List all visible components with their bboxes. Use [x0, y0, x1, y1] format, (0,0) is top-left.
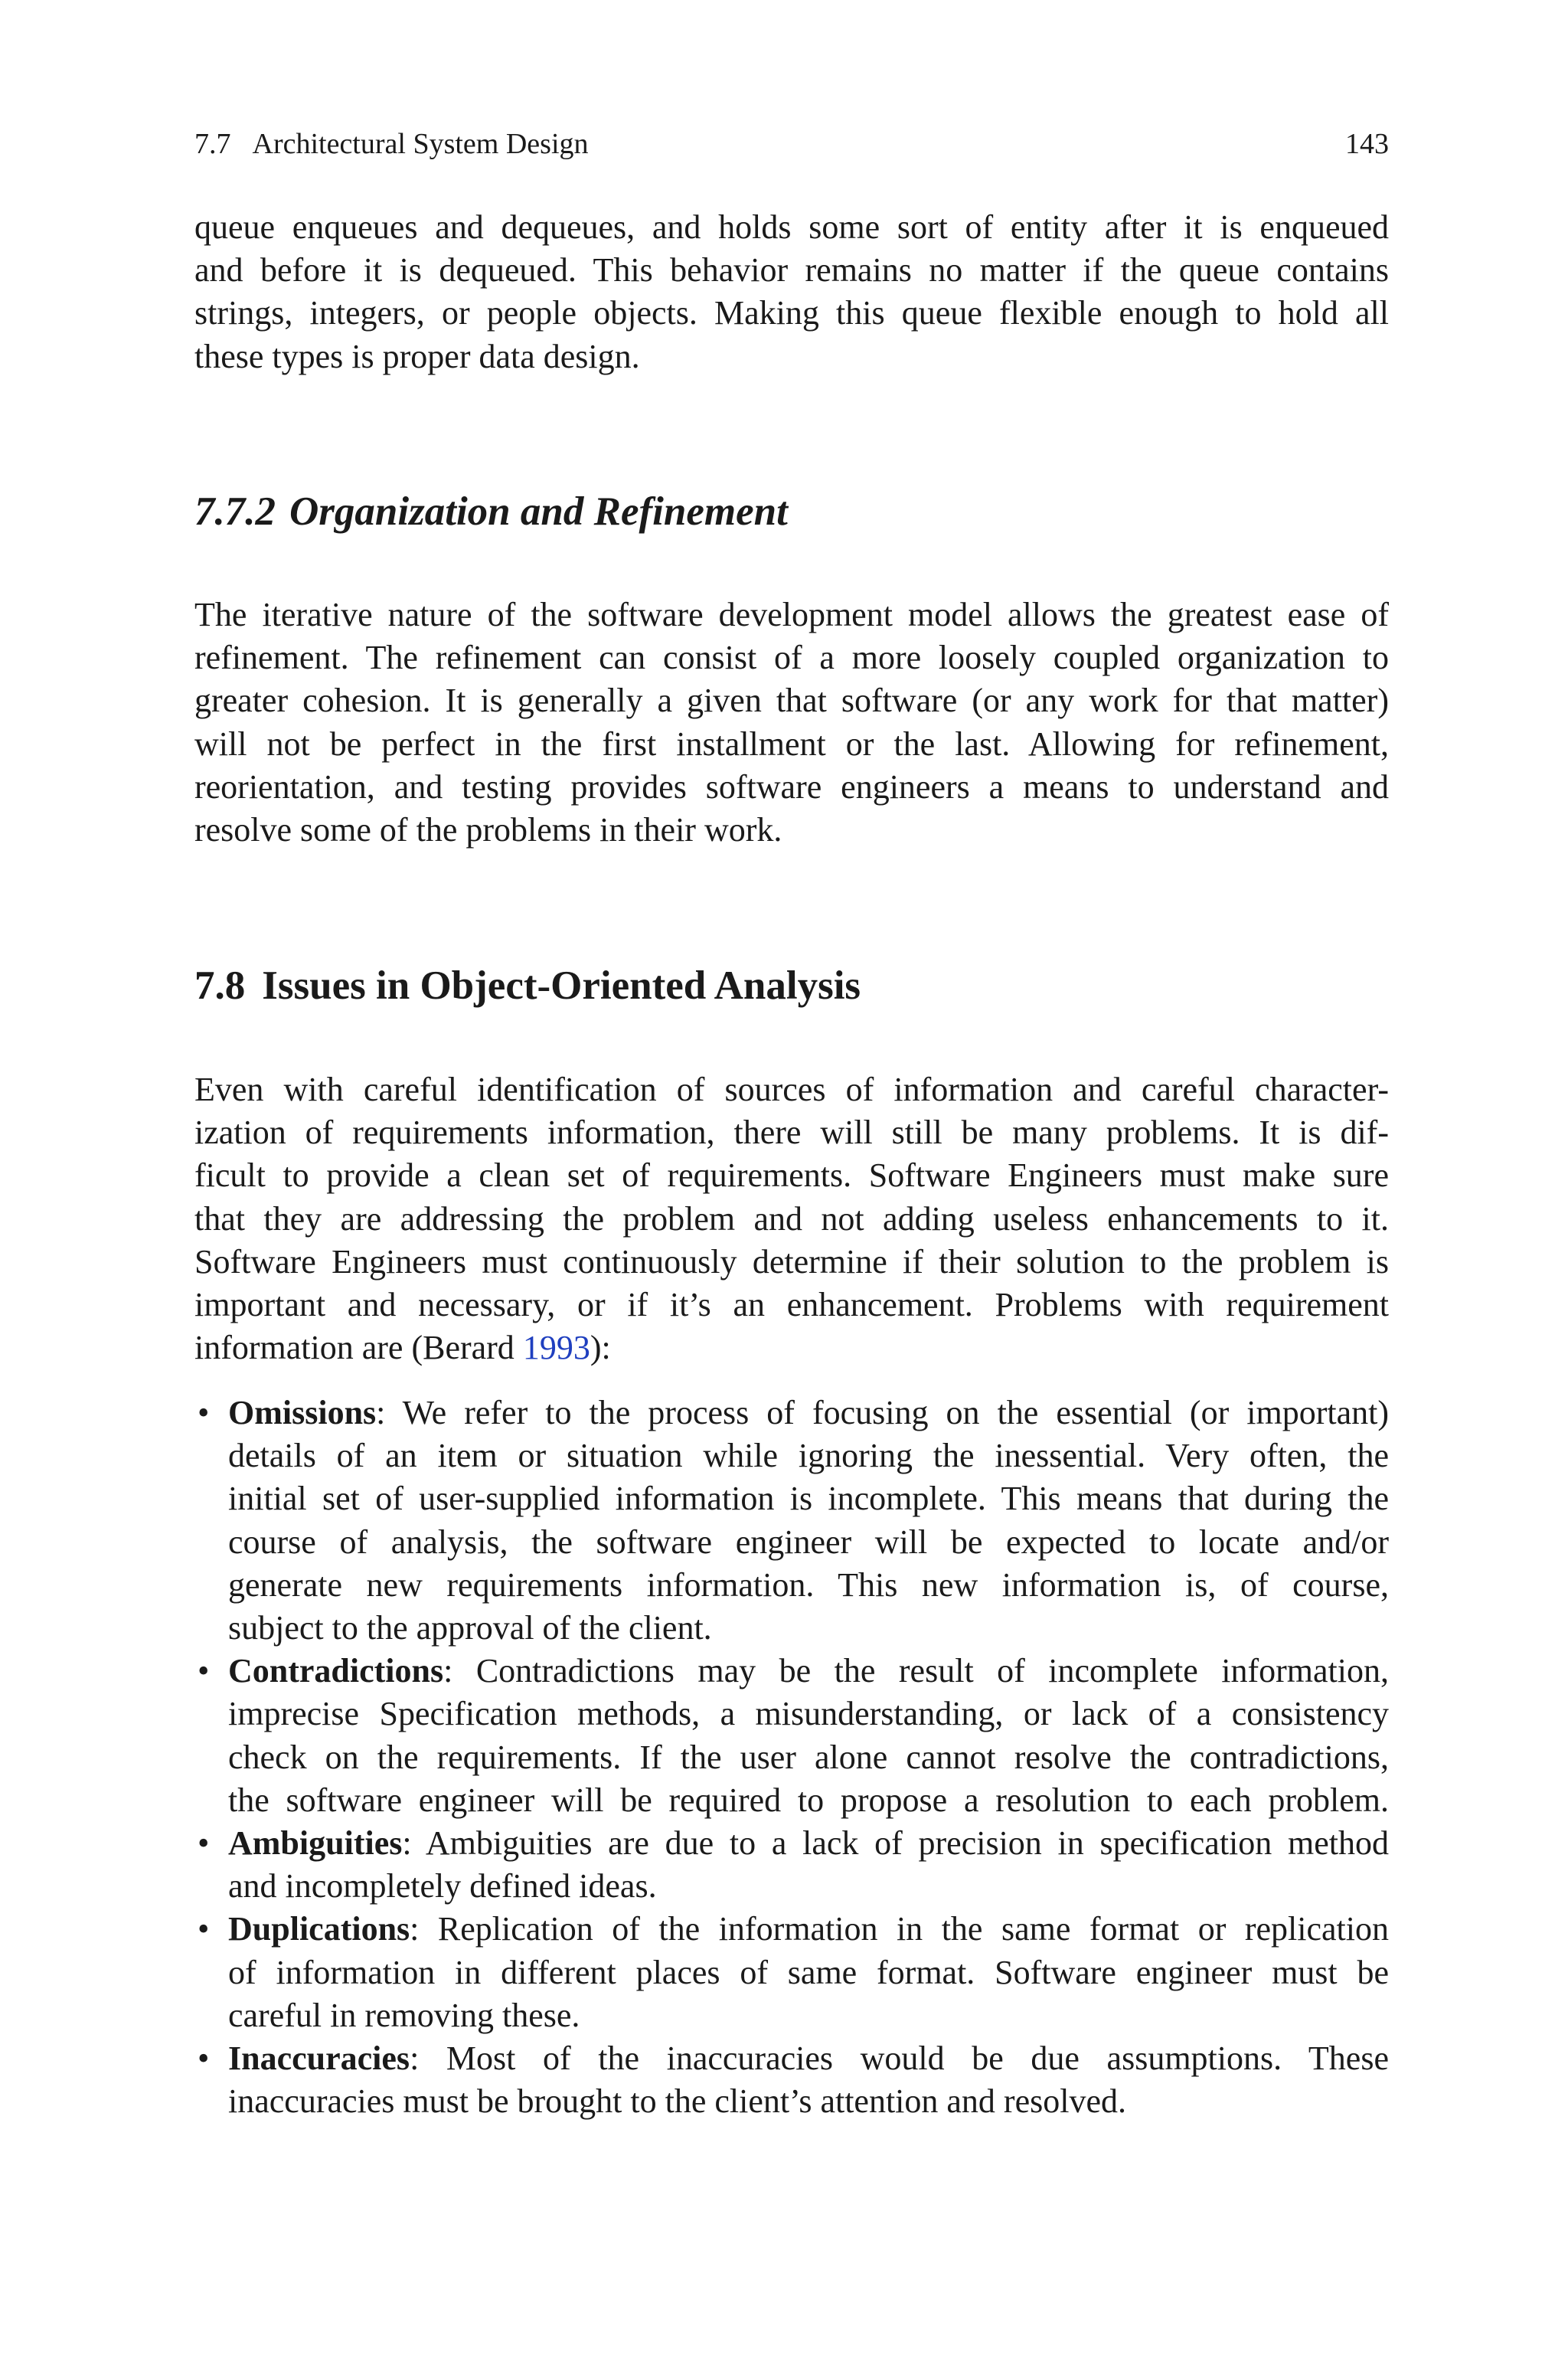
- text-line: resolve some of the problems in their work.: [194, 811, 782, 849]
- list-item-term: Omissions: [228, 1394, 377, 1431]
- list-item-term: Ambiguities: [228, 1824, 403, 1863]
- text-line: initial set of user-supplied information is incomplete. This means that during the: [228, 1480, 1389, 1518]
- list-item-term: Contradictions: [228, 1652, 444, 1690]
- text-fragment: : We refer to the process of focusing on the essential (or important): [376, 1394, 1389, 1431]
- page-number: 143: [1345, 128, 1389, 160]
- bullet-icon: •: [198, 1910, 210, 1948]
- text-line: generate new requirements information. This new information is, of course,: [228, 1565, 1389, 1604]
- bullet-icon: •: [198, 2039, 210, 2078]
- text-line: inaccuracies must be brought to the client’s attention and resolved.: [228, 2082, 1126, 2121]
- text-line: ficult to provide a clean set of requirements. Software Engineers must make sure: [194, 1156, 1389, 1195]
- text-line: ization of requirements information, there will still be many problems. It is dif-: [194, 1114, 1389, 1152]
- list-item-duplications: [194, 1908, 1389, 2037]
- citation-link[interactable]: 1993: [522, 1329, 590, 1367]
- paragraph-data-design: [194, 206, 1389, 378]
- text-line: important and necessary, or if it’s an enhancement. Problems with requirement: [194, 1286, 1389, 1324]
- text-line: [228, 1392, 1389, 1434]
- paragraph-refinement: [194, 594, 1389, 852]
- running-head-title: Architectural System Design: [252, 128, 589, 160]
- bullet-icon: •: [198, 1652, 210, 1690]
- text-line: these types is proper data design.: [194, 337, 640, 375]
- text-line: [228, 2037, 1389, 2080]
- text-line: the software engineer will be required to propose a resolution to each problem.: [228, 1781, 1389, 1819]
- text-line: [194, 1326, 1389, 1369]
- running-head-section: [194, 126, 589, 162]
- text-line: will not be perfect in the first installment or the last. Allowing for refinement,: [194, 725, 1389, 763]
- text-line: Software Engineers must continuously determine if their solution to the problem is: [194, 1242, 1389, 1281]
- heading-issues-ooa: [194, 961, 861, 1010]
- list-item-term: Inaccuracies: [228, 2039, 410, 2078]
- text-line: details of an item or situation while ignoring the inessential. Very often, the: [228, 1437, 1389, 1475]
- heading-title: Organization and Refinement: [289, 489, 788, 534]
- text-line: refinement. The refinement can consist of a more loosely coupled organization to: [194, 639, 1389, 677]
- bullet-icon: •: [198, 1394, 210, 1431]
- heading-organization-refinement: [194, 487, 788, 536]
- text-fragment: : Most of the inaccuracies would be due assumptions. These: [410, 2039, 1389, 2078]
- text-fragment: : Replication of the information in the same format or replication: [410, 1910, 1389, 1948]
- text-line: Even with careful identification of sources of information and careful character-: [194, 1071, 1389, 1108]
- text-line: [228, 1822, 1389, 1865]
- text-fragment: information are (Berard: [194, 1329, 523, 1367]
- list-item-contradictions: [194, 1650, 1389, 1822]
- text-line: [228, 1650, 1389, 1693]
- text-line: of information in different places of same format. Software engineer must be: [228, 1953, 1389, 1991]
- text-line: that they are addressing the problem and not adding useless enhancements to it.: [194, 1199, 1389, 1238]
- list-item-inaccuracies: [194, 2037, 1389, 2123]
- text-line: and incompletely defined ideas.: [228, 1867, 657, 1905]
- list-item-omissions: [194, 1392, 1389, 1650]
- text-line: strings, integers, or people objects. Making this queue flexible enough to hold all: [194, 294, 1389, 332]
- heading-number: 7.8: [194, 963, 246, 1008]
- text-line: check on the requirements. If the user alone cannot resolve the contradictions,: [228, 1738, 1389, 1776]
- text-line: imprecise Specification methods, a misunderstanding, or lack of a consistency: [228, 1695, 1389, 1733]
- text-line: and before it is dequeued. This behavior remains no matter if the queue contains: [194, 251, 1389, 289]
- heading-number: 7.7.2: [194, 489, 276, 534]
- text-line: subject to the approval of the client.: [228, 1609, 712, 1647]
- text-line: [228, 1908, 1389, 1951]
- text-fragment: : Contradictions may be the result of incomplete information,: [443, 1652, 1389, 1690]
- text-line: course of analysis, the software engineer will be expected to locate and/or: [228, 1523, 1389, 1561]
- running-head-section-number: 7.7: [194, 128, 231, 160]
- heading-title: Issues in Object-Oriented Analysis: [262, 963, 861, 1008]
- text-line: reorientation, and testing provides software engineers a means to understand and: [194, 767, 1389, 806]
- text-fragment: ):: [590, 1329, 611, 1367]
- list-item-ambiguities: [194, 1822, 1389, 1908]
- text-line: greater cohesion. It is generally a given that software (or any work for that matter): [194, 682, 1389, 720]
- list-item-term: Duplications: [228, 1910, 410, 1948]
- text-line: careful in removing these.: [228, 1996, 580, 2034]
- bullet-icon: •: [198, 1824, 210, 1863]
- text-line: The iterative nature of the software development model allows the greatest ease of: [194, 596, 1389, 633]
- text-fragment: : Ambiguities are due to a lack of precision in specification method: [402, 1824, 1389, 1863]
- paragraph-issues-intro: [194, 1068, 1389, 1369]
- text-line: queue enqueues and dequeues, and holds some sort of entity after it is enqueued: [194, 208, 1389, 246]
- requirement-problems-list: [194, 1392, 1389, 2123]
